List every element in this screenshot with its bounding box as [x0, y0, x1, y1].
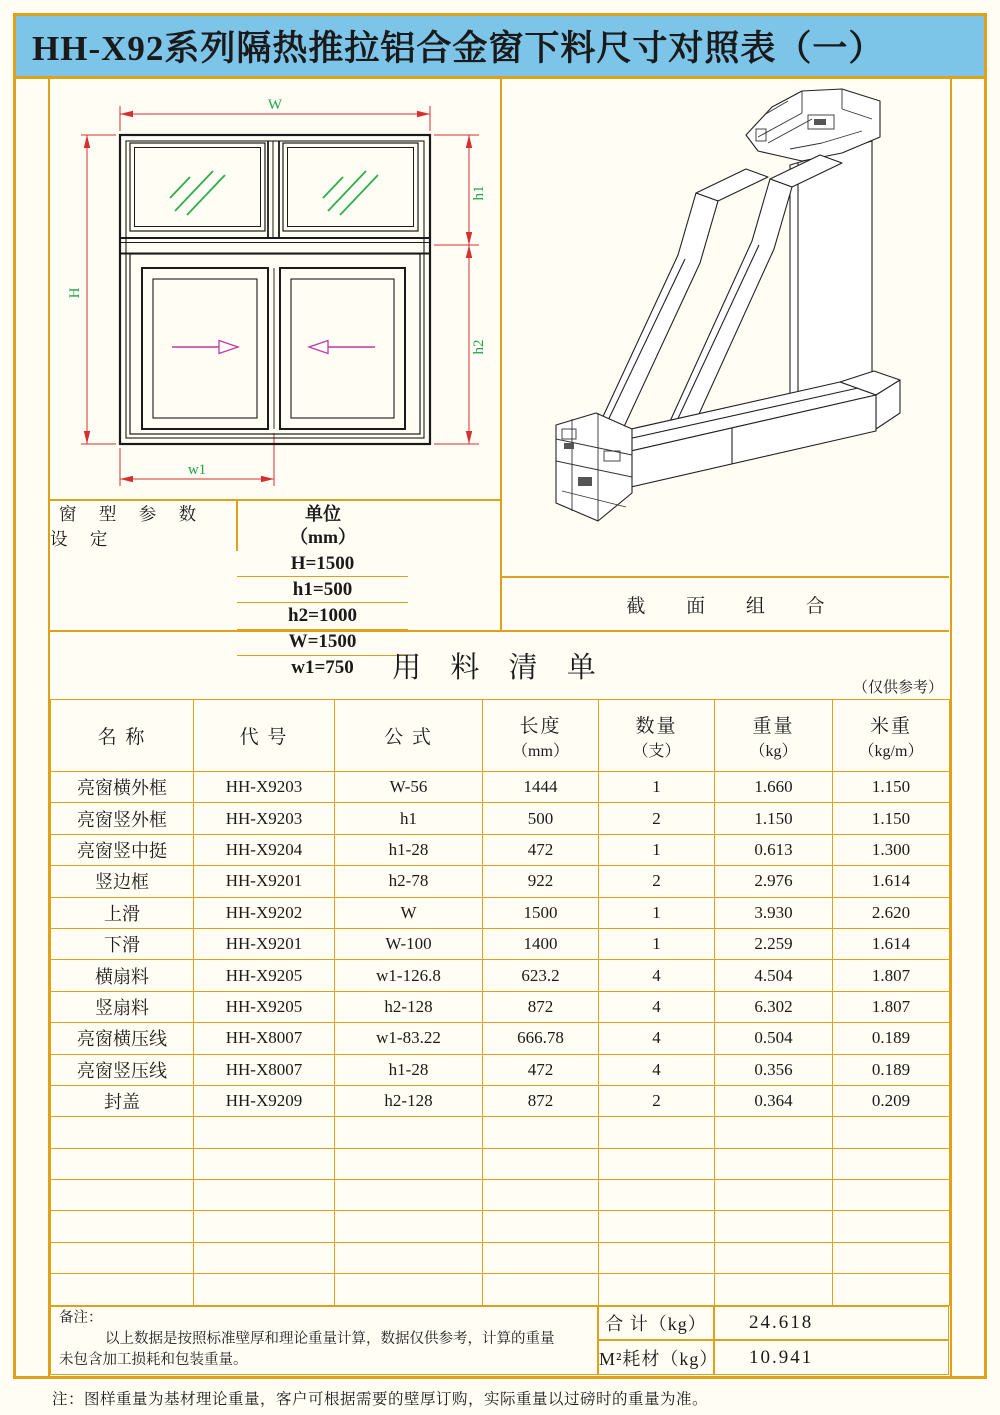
remark-label: 备注： [59, 1309, 103, 1326]
materials-title: 用 料 清 单 [392, 652, 607, 684]
param-W: W=1500 [237, 630, 408, 656]
empty-row [51, 1148, 950, 1179]
table-row: 下滑 HH-X9201 W-100 1400 1 2.259 1.614 [51, 928, 950, 959]
table-row: 上滑 HH-X9202 W 1500 1 3.930 2.620 [51, 897, 950, 928]
empty-row [51, 1274, 950, 1305]
dim-label-h2: h2 [471, 339, 487, 355]
cross-section-panel [502, 79, 949, 576]
cross-section-caption: 截 面 组 合 [502, 576, 949, 630]
remark-line1: 以上数据是按照标准壁厚和理论重量计算，数据仅供参考，计算的重量 [105, 1330, 555, 1347]
unit-label: 单位 [305, 503, 341, 524]
param-table-label: 窗 型 参 数 设 定 [50, 501, 237, 551]
param-H: H=1500 [237, 551, 408, 577]
col-header-weight: 重量 （kg） [715, 700, 833, 772]
table-row: 竖边框 HH-X9201 h2-78 922 2 2.976 1.614 [51, 866, 950, 897]
materials-title-row [50, 632, 949, 699]
total-weight-label: 合 计（kg） [598, 1306, 714, 1341]
header-row [51, 700, 950, 772]
parameter-table [50, 499, 502, 679]
glass-marks-icon [170, 171, 378, 215]
col-header-formula: 公 式 [335, 700, 483, 772]
table-row: 亮窗横压线 HH-X8007 w1-83.22 666.78 4 0.504 0.189 [51, 1023, 950, 1054]
table-row: 封盖 HH-X9209 h2-128 872 2 0.364 0.209 [51, 1085, 950, 1116]
iso-profile-shapes [556, 89, 900, 521]
content-frame [48, 79, 952, 1379]
table-row: 亮窗竖外框 HH-X9203 h1 500 2 1.150 1.150 [51, 803, 950, 834]
materials-section [50, 630, 949, 1379]
empty-row [51, 1211, 950, 1242]
empty-row [51, 1242, 950, 1273]
table-row: 亮窗横外框 HH-X9203 W-56 1444 1 1.660 1.150 [51, 772, 950, 803]
param-w1: w1=750 [291, 657, 354, 679]
dim-label-w1: w1 [187, 462, 207, 478]
col-header-length: 长度 （mm） [483, 700, 599, 772]
param-h2: h2=1000 [237, 603, 408, 629]
remark-line2: 未包含加工损耗和包装重量。 [59, 1351, 248, 1368]
dim-label-h: H [67, 287, 83, 299]
page-title: HH-X92系列隔热推拉铝合金窗下料尺寸对照表（一） [32, 29, 885, 68]
table-row: 亮窗竖压线 HH-X8007 h1-28 472 4 0.356 0.189 [51, 1054, 950, 1085]
window-elevation-drawing [50, 79, 499, 499]
title-bar [13, 13, 987, 79]
per-sqm-value: 10.941 [714, 1340, 949, 1375]
table-row: 竖扇料 HH-X9205 h2-128 872 4 6.302 1.807 [51, 991, 950, 1022]
unit-value: （mm） [290, 527, 356, 547]
window-frame [120, 135, 430, 444]
empty-row [51, 1117, 950, 1148]
materials-table [50, 699, 950, 1306]
window-diagram-panel [50, 79, 502, 499]
per-sqm-label: M²耗材（kg） [598, 1340, 714, 1375]
col-header-code: 代 号 [194, 700, 335, 772]
dim-label-w: W [267, 97, 283, 113]
cross-section-drawing [502, 79, 949, 576]
unit-cell [237, 501, 408, 551]
page-footnote: 注：图样重量为基材理论重量，客户可根据需要的壁厚订购，实际重量以过磅时的重量为准。 [52, 1391, 709, 1408]
totals-block [50, 1306, 949, 1376]
table-row: 亮窗竖中挺 HH-X9204 h1-28 472 1 0.613 1.300 [51, 834, 950, 865]
dim-label-h1: h1 [471, 185, 487, 201]
reference-only-note: （仅供参考） [852, 680, 943, 696]
param-h1: h1=500 [237, 577, 408, 603]
table-row: 横扇料 HH-X9205 w1-126.8 623.2 4 4.504 1.807 [51, 960, 950, 991]
slide-direction-arrows-icon [172, 341, 375, 354]
col-header-qty: 数量 （支） [599, 700, 715, 772]
col-header-name: 名 称 [51, 700, 194, 772]
total-weight-value: 24.618 [714, 1306, 949, 1341]
empty-row [51, 1180, 950, 1211]
remark-cell [50, 1306, 598, 1376]
col-header-meter-weight: 米重 （kg/m） [833, 700, 950, 772]
